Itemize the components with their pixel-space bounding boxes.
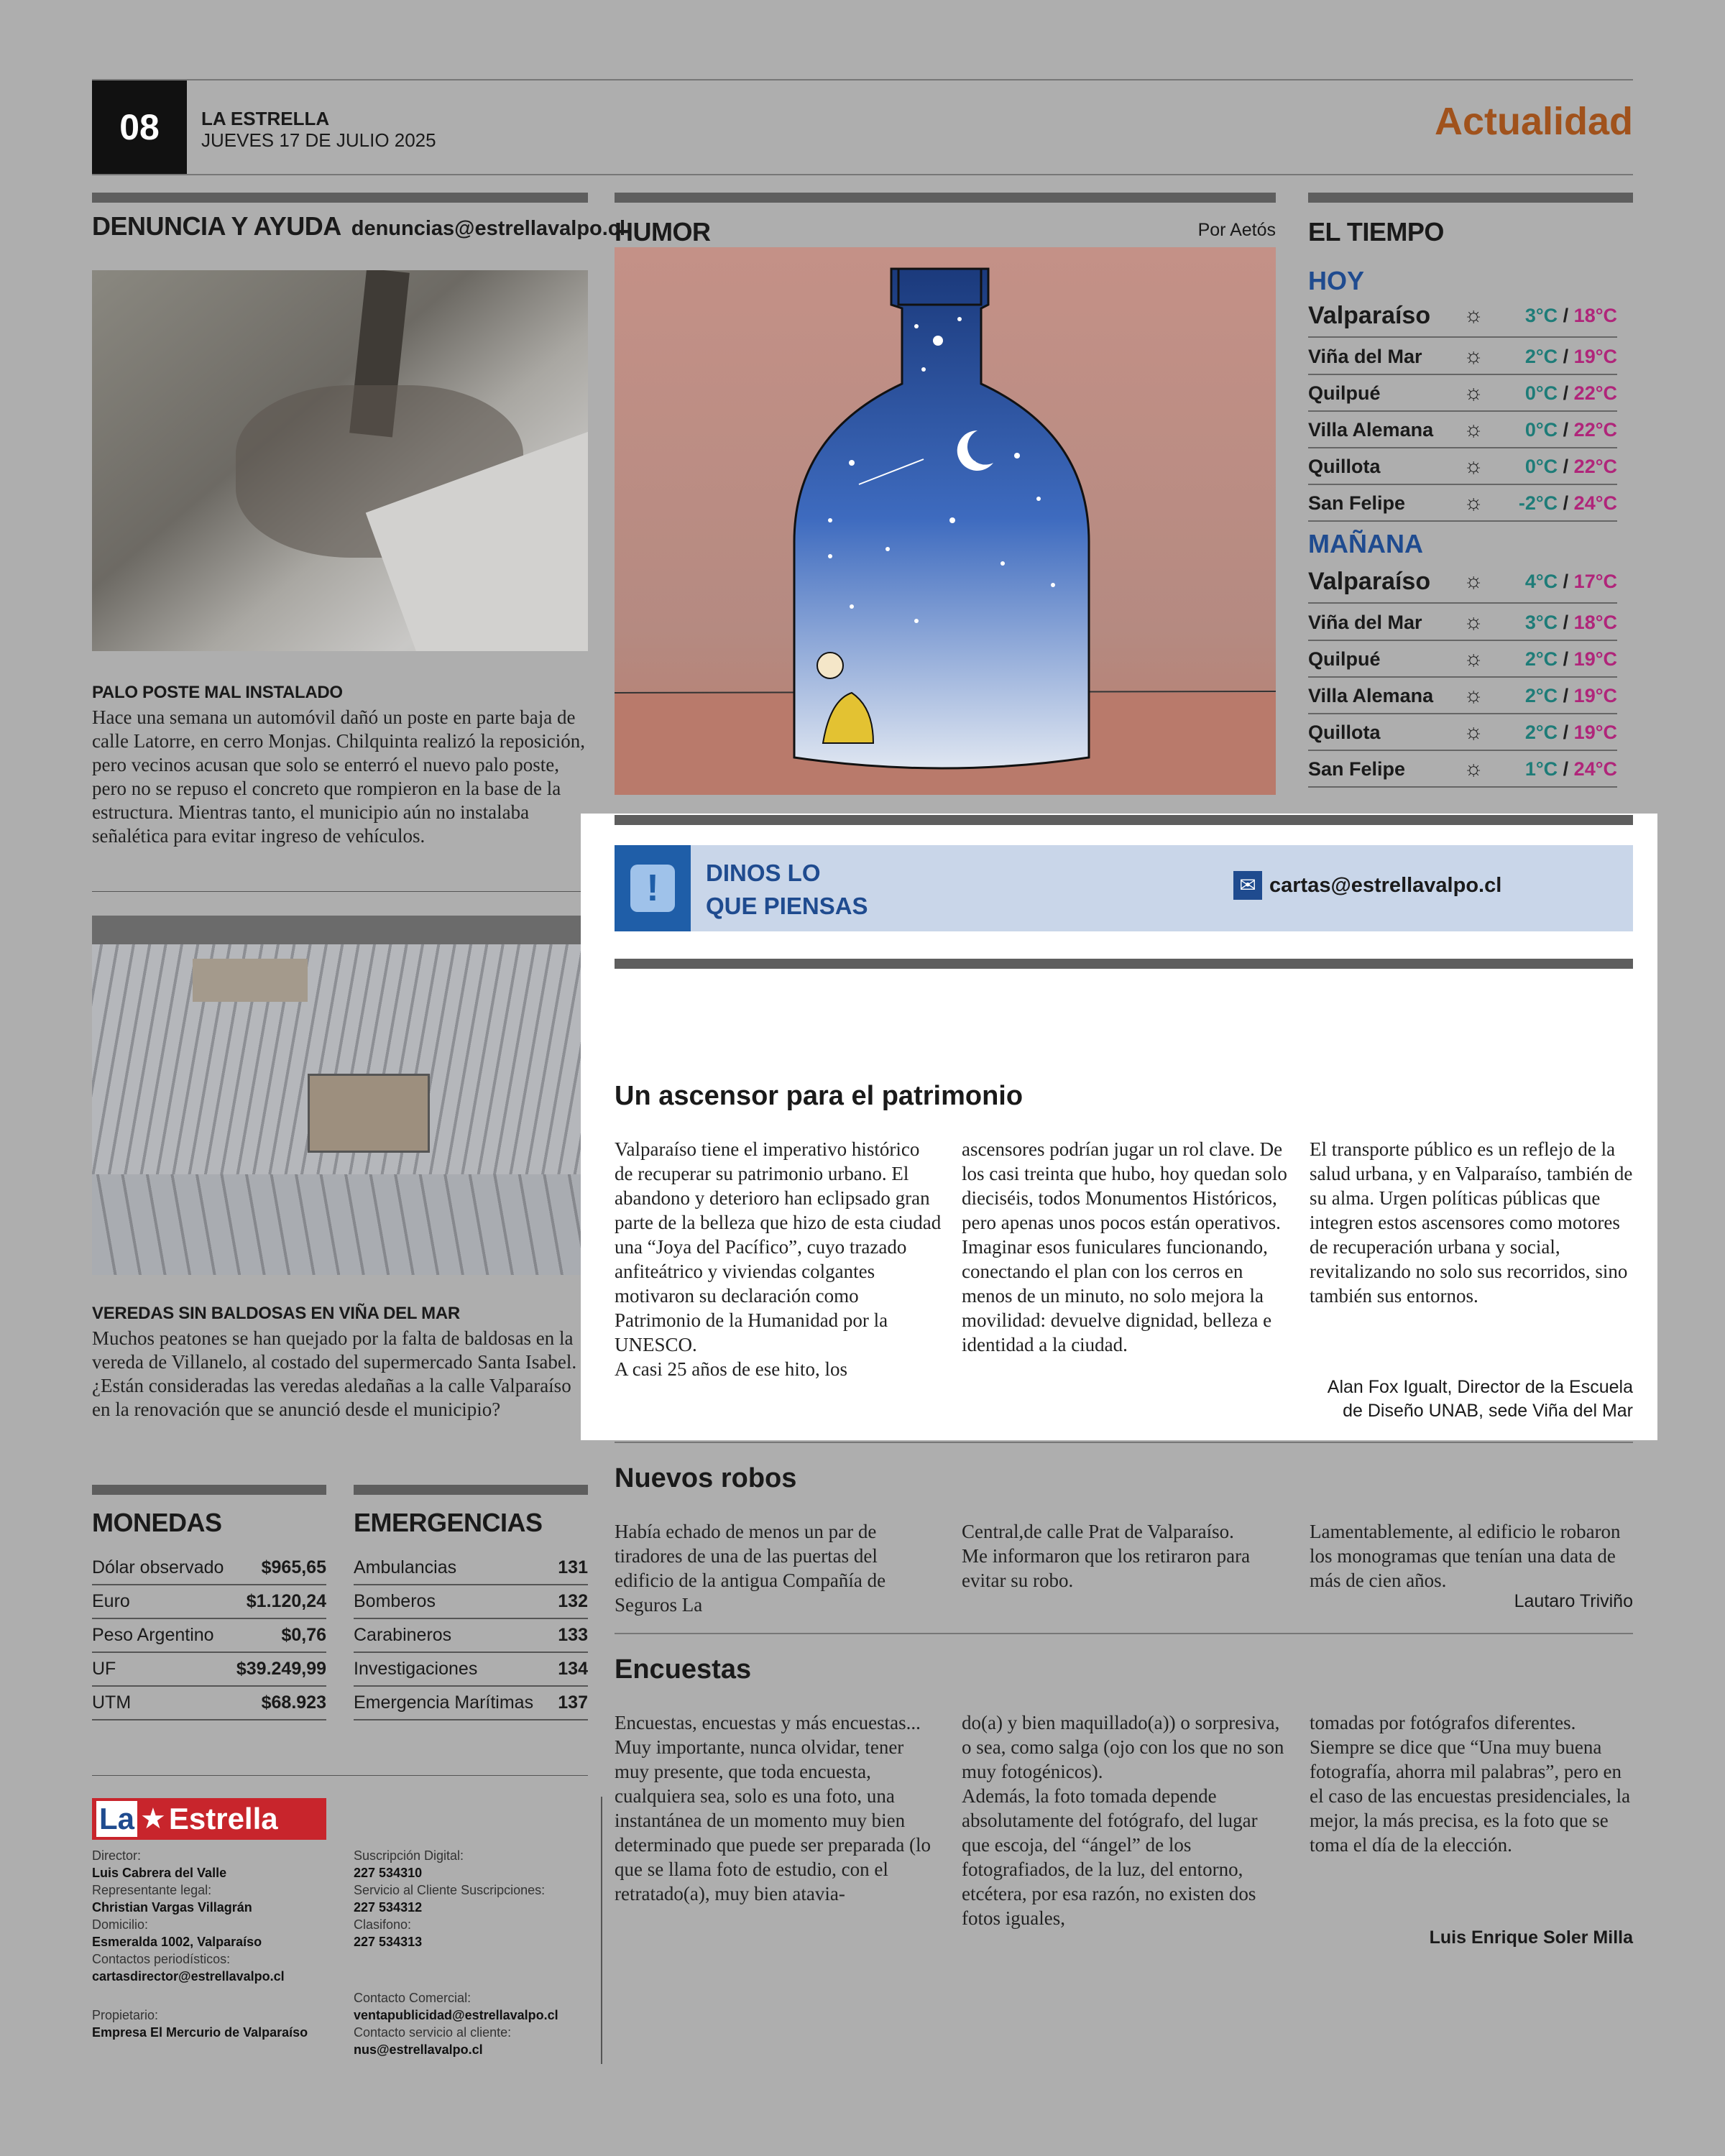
denuncia-item2-text: Muchos peatones se han quejado por la falta de baldosas en la vereda de Villanelo, al costado del supermercado Santa Isabel. ¿Están consideradas las veredas aledañas a la calle Valparaíso en la renovación que se anunció desde el municipio? [92, 1327, 577, 1420]
monedas-row [92, 1686, 326, 1720]
emergencias-label: Investigaciones [354, 1658, 478, 1679]
masthead-client-email[interactable]: nus@estrellavalpo.cl [354, 2042, 483, 2057]
sun-icon: ☼ [1463, 683, 1484, 707]
denuncia-title [92, 211, 625, 241]
sun-icon: ☼ [1463, 569, 1484, 593]
letter1-col2: ascensores podrían jugar un rol clave. De los casi treinta que hubo, hoy quedan solo dieciséis, todos Monumentos Históricos, pero apenas unos pocos están operativos. Imaginar esos funiculares funcionando, conectando el plan con los cerros en menos de un minuto, no solo mejora la movilidad: devuelve dignidad, belleza e identidad a la ciudad. [962, 1138, 1287, 1355]
emergencias-row [354, 1686, 588, 1720]
exclamation-icon: ! [615, 845, 691, 931]
monedas-title: MONEDAS [92, 1508, 222, 1537]
weather-city: Quillota [1308, 455, 1381, 477]
emergencias-label: Ambulancias [354, 1557, 457, 1577]
masthead-right: Suscripción Digital: 227 534310 Servicio al Cliente Suscripciones: 227 534312 Clasifono: 227 534313 Contacto Comercial: ventapublicidad@estrellavalpo.cl Contacto servicio al cliente: nus@estrellavalpo.cl [354, 1848, 558, 2057]
monedas-label: UF [92, 1658, 116, 1679]
weather-temp: 4°C / 17°C [1524, 570, 1617, 592]
monedas-label: Peso Argentino [92, 1624, 214, 1645]
sun-icon: ☼ [1463, 610, 1484, 634]
denuncia-item1-text: Hace una semana un automóvil dañó un poste en parte baja de calle Latorre, en cerro Monjas. Chilquinta realizó la reposición, pero vecinos acusan que solo se enterró el nuevo palo poste, pero no se repuso el concreto que rompieron en la base de la estructura. Mientras tanto, el municipio aún no instalaba señalética para evitar ingreso de vehículos. [92, 706, 585, 847]
emergencias-label: Bomberos [354, 1590, 436, 1611]
letter3-col2: do(a) y bien maquillado(a)) o sorpresiva, o sea, como salga (ojo con los que no son muy fotogénicos). Además, la foto tomada depende absolutamente del fotógrafo, del lugar que escoja, del “ángel” de los fotografiados, de la luz, del entorno, etcétera, por esa razón, no existen dos fotos iguales, [962, 1712, 1284, 1929]
monedas-value: $0,76 [281, 1624, 326, 1645]
weather-row [1308, 752, 1617, 788]
emergencias-row [354, 1618, 588, 1653]
envelope-icon: ✉ [1233, 871, 1262, 900]
weather-row [1308, 678, 1617, 714]
masthead-left: Director: Luis Cabrera del Valle Representante legal: Christian Vargas Villagrán Domicilio: Esmeralda 1002, Valparaíso Contactos periodísticos: cartasdirector@estrellavalpo.cl Propietario: Empresa El Mercurio de Valparaíso [92, 1848, 308, 2040]
sun-icon: ☼ [1463, 454, 1484, 478]
sun-icon: ☼ [1463, 344, 1484, 368]
weather-temp: 3°C / 18°C [1524, 611, 1617, 633]
weather-city: Villa Alemana [1308, 684, 1434, 706]
humor-title: HUMOR [615, 217, 711, 247]
weather-city: Quilpué [1308, 382, 1381, 404]
letter1-col1: Valparaíso tiene el imperativo histórico de recuperar su patrimonio urbano. El abandono y deterioro han eclipsado gran parte de la belleza que hizo de esta ciudad una “Joya del Pacífico”, cuyo trazado anfiteátrico y viviendas colgantes motivaron su declaración como Patrimonio de la Humanidad por la UNESCO. A casi 25 años de ese hito, los [615, 1138, 942, 1380]
monedas-row [92, 1551, 326, 1585]
emergencias-row [354, 1652, 588, 1687]
monedas-value: $1.120,24 [246, 1590, 326, 1611]
weather-city: San Felipe [1308, 757, 1406, 780]
sun-icon: ☼ [1463, 647, 1484, 671]
weather-title: EL TIEMPO [1308, 217, 1444, 247]
weather-city: Valparaíso [1308, 301, 1431, 329]
dinos-email[interactable]: cartas@estrellavalpo.cl [1269, 874, 1502, 897]
weather-row [1308, 449, 1617, 485]
letter1-col3: El transporte público es un reflejo de la salud urbana, y en Valparaíso, también de su alma. Urgen políticas públicas que integren estos ascensores como motores de recuperación urbana y social, revitalizando no solo sus recorridos, sino también sus entornos. [1310, 1138, 1633, 1307]
sun-icon: ☼ [1463, 720, 1484, 744]
letter1-signature: Alan Fox Igualt, Director de la Escuela de Diseño UNAB, sede Viña del Mar [1327, 1377, 1633, 1421]
weather-tomorrow-label: MAÑANA [1308, 529, 1423, 558]
weather-row [1308, 339, 1617, 375]
sun-icon: ☼ [1463, 381, 1484, 405]
weather-temp: 0°C / 22°C [1524, 418, 1617, 441]
weather-temp: 2°C / 19°C [1524, 648, 1617, 670]
weather-temp: 2°C / 19°C [1524, 684, 1617, 706]
emergencias-value: 137 [558, 1692, 588, 1713]
emergencias-value: 134 [558, 1658, 588, 1679]
monedas-value: $39.249,99 [236, 1658, 326, 1679]
monedas-row [92, 1585, 326, 1619]
monedas-row [92, 1652, 326, 1687]
masthead-contact-email[interactable]: cartasdirector@estrellavalpo.cl [92, 1969, 285, 1984]
sun-icon: ☼ [1463, 418, 1484, 441]
emergencias-value: 132 [558, 1590, 588, 1611]
weather-temp: 2°C / 19°C [1524, 721, 1617, 743]
letter3-col3: tomadas por fotógrafos diferentes. Siempre se dice que “Una muy buena fotografía, ahorra mil palabras”, pero en el caso de las encuestas presidenciales, la mejor, la más precisa, es la foto que se toma el día de la elección. [1310, 1712, 1631, 1856]
issue-date: JUEVES 17 DE JULIO 2025 [201, 129, 436, 151]
monedas-label: Dólar observado [92, 1557, 224, 1577]
monedas-value: $68.923 [261, 1692, 326, 1713]
denuncia-heading: DENUNCIA Y AYUDA [92, 211, 341, 241]
monedas-value: $965,65 [261, 1557, 326, 1577]
humor-byline: Por Aetós [1197, 220, 1276, 240]
weather-today-label: HOY [1308, 266, 1365, 295]
letter2-title: Nuevos robos [615, 1463, 797, 1493]
denuncia-item2-title: VEREDAS SIN BALDOSAS EN VIÑA DEL MAR [92, 1304, 460, 1323]
letter2-signature: Lautaro Triviño [1514, 1591, 1633, 1611]
weather-row [1308, 295, 1617, 338]
letter2-col3: Lamentablemente, al edificio le robaron los monogramas que tenían una data de más de cien años. [1310, 1521, 1621, 1591]
dinos-heading: DINOS LO QUE PIENSAS [706, 860, 868, 919]
page-number-box: 08 [92, 80, 187, 174]
weather-row [1308, 605, 1617, 641]
weather-row [1308, 486, 1617, 522]
weather-row [1308, 715, 1617, 751]
photo-veredas [92, 916, 588, 1275]
emergencias-value: 133 [558, 1624, 588, 1645]
letter1-title: Un ascensor para el patrimonio [615, 1081, 1024, 1111]
letter2-col2: Central,de calle Prat de Valparaíso. Me informaron que los retiraron para evitar su robo. [962, 1521, 1251, 1591]
denuncia-item1-title: PALO POSTE MAL INSTALADO [92, 683, 343, 702]
sun-icon: ☼ [1463, 757, 1484, 780]
weather-row [1308, 376, 1617, 412]
weather-row [1308, 413, 1617, 448]
weather-temp: 0°C / 22°C [1524, 382, 1617, 404]
sun-icon: ☼ [1463, 303, 1484, 327]
weather-city: San Felipe [1308, 492, 1406, 514]
estrella-logo: La ★ Estrella [92, 1798, 326, 1840]
weather-city: Viña del Mar [1308, 345, 1422, 367]
emergencias-label: Emergencia Marítimas [354, 1692, 534, 1713]
humor-cartoon [615, 247, 1276, 795]
letter3-col1: Encuestas, encuestas y más encuestas... Muy importante, nunca olvidar, tener muy presente, que toda encuesta, cualquiera sea, solo es una foto, una instantánea de un momento muy bien determinado que puede ser preparada (lo que se llama foto de estudio, con el retratado(a), muy bien atavia- [615, 1712, 932, 1904]
monedas-label: Euro [92, 1590, 130, 1611]
weather-city: Quillota [1308, 721, 1381, 743]
weather-temp: -2°C / 24°C [1518, 492, 1617, 514]
emergencias-label: Carabineros [354, 1624, 452, 1645]
weather-city: Quilpué [1308, 648, 1381, 670]
bottle-cartoon-drawing [615, 247, 1276, 795]
sun-icon: ☼ [1463, 491, 1484, 515]
masthead-commercial-email[interactable]: ventapublicidad@estrellavalpo.cl [354, 2008, 558, 2022]
emergencias-title: EMERGENCIAS [354, 1508, 543, 1537]
emergencias-row [354, 1585, 588, 1619]
photo-poste [92, 270, 588, 651]
weather-city: Viña del Mar [1308, 611, 1422, 633]
letter2-col1: Había echado de menos un par de tiradores de una de las puertas del edificio de la antigua Compañía de Seguros La [615, 1521, 886, 1616]
letter3-signature: Luis Enrique Soler Milla [1429, 1927, 1633, 1948]
emergencias-value: 131 [558, 1557, 588, 1577]
weather-row [1308, 642, 1617, 678]
weather-city: Villa Alemana [1308, 418, 1434, 441]
letter3-title: Encuestas [615, 1654, 752, 1685]
denuncia-email[interactable]: denuncias@estrellavalpo.cl [351, 217, 626, 240]
weather-temp: 3°C / 18°C [1524, 304, 1617, 326]
weather-temp: 1°C / 24°C [1524, 757, 1617, 780]
weather-temp: 0°C / 22°C [1524, 455, 1617, 477]
monedas-label: UTM [92, 1692, 132, 1713]
paper-name: LA ESTRELLA [201, 108, 330, 129]
monedas-row [92, 1618, 326, 1653]
weather-city: Valparaíso [1308, 567, 1431, 595]
section-title: Actualidad [1434, 100, 1633, 143]
weather-temp: 2°C / 19°C [1524, 345, 1617, 367]
weather-row [1308, 561, 1617, 604]
emergencias-row [354, 1551, 588, 1585]
